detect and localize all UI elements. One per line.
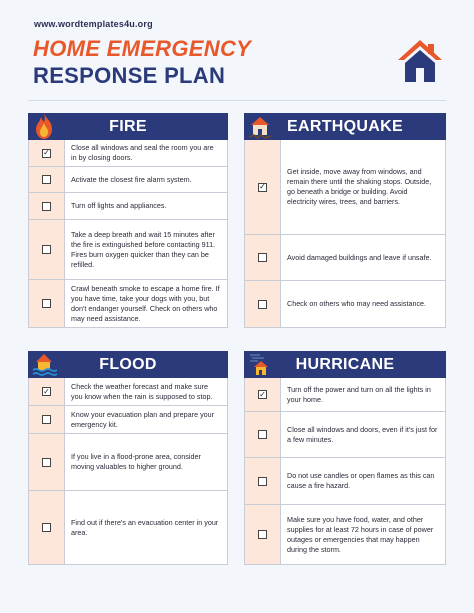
list-item [245,378,445,411]
section-title-hurricane: HURRICANE [295,355,395,373]
checkbox[interactable] [42,299,51,308]
section-header-hurricane [244,351,446,378]
item-text: Close all windows and seal the room you are in by closing doors. [71,143,214,162]
section-title-fire: FIRE [109,117,147,135]
title-line-2: RESPONSE PLAN [33,63,226,88]
flood-house-icon [31,349,57,379]
checkbox[interactable] [42,458,51,467]
item-text: Turn off the power and turn on all the lights in your home. [287,384,431,404]
item-text: If you live in a flood-prone area, consider moving valuables to higher ground. [71,452,201,471]
checkbox[interactable] [258,530,267,539]
section-flood [28,351,228,565]
section-fire [28,113,228,328]
house-logo-icon [396,38,444,84]
checkbox[interactable] [258,253,267,262]
item-text: Avoid damaged buildings and leave if unsafe. [287,252,432,262]
section-earthquake [244,113,446,328]
list-item [29,219,227,279]
list-item [29,140,227,166]
checkbox[interactable] [258,430,267,439]
section-hurricane [244,351,446,565]
list-item [29,405,227,433]
earthquake-house-icon [247,111,273,141]
item-text: Find out if there's an evacuation center in your area. [71,517,219,537]
item-text: Check on others who may need assistance. [287,299,427,308]
checkbox[interactable] [42,415,51,424]
list-item [29,433,227,490]
item-text: Make sure you have food, water, and other supplies for at least 72 hours in case of power outages or emergencies that may happen during the storm. [287,514,434,554]
list-item [29,166,227,192]
list-item [29,279,227,327]
item-text: Take a deep breath and wait 15 minutes after the fire is extinguished before contacting 911. Fires burn oxygen quicker than they can be refilled. [71,229,216,269]
item-text: Turn off lights and appliances. [71,201,167,210]
checkbox[interactable]: ✓ [43,148,50,157]
section-header-flood [28,351,228,378]
fire-icon [31,111,57,141]
header-divider [28,100,446,101]
checkbox[interactable] [42,245,51,254]
item-text: Get inside, move away from windows, and remain there until the shaking stops. Outside, go beneath a bridge or building. Avoid electricity wires, trees, and barriers. [287,167,432,206]
item-text: Close all windows and doors, even if it's just for a few minutes. [287,424,438,444]
item-text: Do not use candles or open flames as this can cause a fire hazard. [287,471,435,490]
checklist-earthquake [244,140,446,328]
section-title-earthquake: EARTHQUAKE [287,117,403,135]
site-url[interactable]: www.wordtemplates4u.org [34,19,153,29]
hurricane-house-icon [247,349,273,379]
checklist-hurricane [244,378,446,565]
list-item [29,192,227,219]
list-item [245,411,445,457]
checkbox[interactable]: ✓ [43,386,50,396]
list-item [245,280,445,327]
checklist-flood [28,378,228,565]
section-title-flood: FLOOD [99,355,157,373]
checkbox[interactable] [258,300,267,309]
item-text: Activate the closest fire alarm system. [71,174,192,184]
list-item [245,504,445,564]
section-header-fire [28,113,228,140]
section-header-earthquake [244,113,446,140]
list-item [245,457,445,504]
checkbox[interactable] [42,175,51,184]
list-item [29,490,227,564]
checkbox[interactable] [42,523,51,532]
item-text: Check the weather forecast and make sure you know when the rain is supposed to stop. [71,381,213,401]
title-line-1: HOME EMERGENCY [33,36,252,61]
list-item [29,378,227,405]
checkbox[interactable] [258,477,267,486]
checkbox[interactable]: ✓ [259,389,266,399]
list-item [245,234,445,280]
list-item [245,140,445,234]
item-text: Know your evacuation plan and prepare your emergency kit. [71,409,215,429]
checkbox[interactable]: ✓ [259,182,266,191]
item-text: Crawl beneath smoke to escape a home fire. If you have time, take your dogs with you, but don't endanger yourself. Check on others who may need assistance. [71,283,220,323]
checklist-fire [28,140,228,328]
checkbox[interactable] [42,202,51,211]
